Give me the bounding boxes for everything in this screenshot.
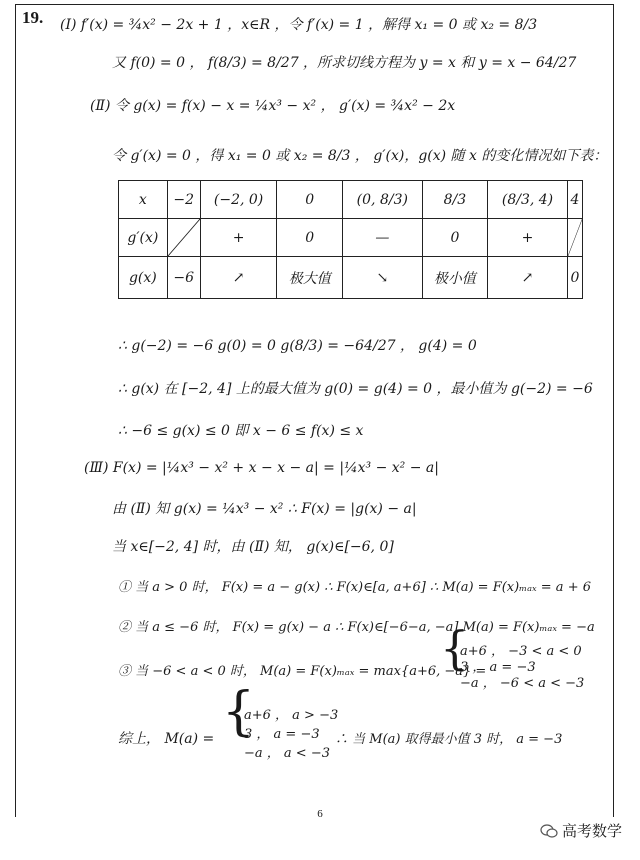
values-line: ∴ g(−2) = −6 g(0) = 0 g(8/3) = −64/27 ， g(4) = 0 (118, 338, 477, 354)
piece: a+6 ， −3 < a < 0 (460, 644, 582, 659)
case2-line: ② 当 a ≤ −6 时， F(x) = g(x) − a ∴ F(x)∈[−6−a, −a] M(a) = F(x)ₘₐₓ = −a (118, 620, 595, 635)
table-cell: 0 (567, 257, 582, 299)
part2-line1: (Ⅱ) 令 g(x) = f(x) − x = ¼x³ − x² ， g′(x) = ¾x² − 2x (90, 98, 456, 114)
part1-line1: (Ⅰ) f′(x) = ¾x² − 2x + 1 ，x∈R ，令 f′(x) = 1 ，解得 x₁ = 0 或 x₂ = 8/3 (60, 17, 538, 33)
brace-icon: { (440, 621, 470, 675)
table-cell: 0 (277, 181, 343, 219)
table-cell: 极小值 (422, 257, 488, 299)
table-cell: ↗ (488, 257, 568, 299)
table-cell: (−2, 0) (200, 181, 277, 219)
piece: a+6 ， a > −3 (244, 708, 339, 723)
page-number: 6 (317, 808, 323, 820)
table-cell: 0 (277, 219, 343, 257)
wechat-icon (540, 824, 558, 838)
part2-line2: 令 g′(x) = 0 ，得 x₁ = 0 或 x₂ = 8/3 ， g′(x)，g(x) 随 x 的变化情况如下表： (112, 148, 608, 164)
table-cell: g(x) (119, 257, 168, 299)
table-cell: — (342, 219, 422, 257)
table-cell: ↘ (342, 257, 422, 299)
watermark (540, 820, 622, 841)
part1-line2: 又 f(0) = 0 ， f(8/3) = 8/27 ，所求切线方程为 y = x 和 y = x − 64/27 (112, 55, 577, 71)
table-cell: + (200, 219, 277, 257)
table-cell: x (119, 181, 168, 219)
slash-line (168, 219, 200, 256)
part3-line2: 由 (Ⅱ) 知 g(x) = ¼x³ − x² ∴ F(x) = |g(x) − a| (112, 501, 417, 517)
piece: −a ， −6 < a < −3 (460, 676, 585, 691)
slash-cell (567, 219, 582, 257)
table-row-g (119, 257, 583, 299)
summary-label: 综上， M(a) = (118, 731, 215, 747)
table-cell: 4 (567, 181, 582, 219)
table-cell: ↗ (200, 257, 277, 299)
variation-table (118, 180, 583, 299)
piece: 3 ， a = −3 (460, 660, 536, 675)
table-cell: 8/3 (422, 181, 488, 219)
answer-sheet-frame (15, 4, 614, 817)
case3-line: ③ 当 −6 < a < 0 时， M(a) = F(x)ₘₐₓ = max{a+6, −a} = (118, 664, 487, 679)
question-number: 19. (22, 8, 44, 27)
piece: 3 ， a = −3 (244, 727, 320, 742)
table-row-gprime (119, 219, 583, 257)
case1-line: ① 当 a > 0 时， F(x) = a − g(x) ∴ F(x)∈[a, a+6] ∴ M(a) = F(x)ₘₐₓ = a + 6 (118, 580, 591, 595)
brace-icon: { (222, 682, 256, 742)
table-cell: −2 (167, 181, 200, 219)
table-cell: −6 (167, 257, 200, 299)
part3-line3: 当 x∈[−2, 4] 时，由 (Ⅱ) 知， g(x)∈[−6, 0] (112, 539, 394, 555)
table-cell: g′(x) (119, 219, 168, 257)
table-row-x (119, 181, 583, 219)
inequality-line: ∴ −6 ≤ g(x) ≤ 0 即 x − 6 ≤ f(x) ≤ x (118, 423, 364, 439)
table-cell: (8/3, 4) (488, 181, 568, 219)
table-cell: 极大值 (277, 257, 343, 299)
summary-conclusion: ∴ 当 M(a) 取得最小值 3 时， a = −3 (335, 732, 563, 747)
table-cell: (0, 8/3) (342, 181, 422, 219)
slash-line (568, 219, 582, 256)
piece: −a ， a < −3 (244, 746, 330, 761)
table-cell: 0 (422, 219, 488, 257)
part3-line1: (Ⅲ) F(x) = |¼x³ − x² + x − x − a| = |¼x³ − x² − a| (84, 460, 439, 476)
slash-cell (167, 219, 200, 257)
table-cell: + (488, 219, 568, 257)
extrema-line: ∴ g(x) 在 [−2, 4] 上的最大值为 g(0) = g(4) = 0 ，最小值为 g(−2) = −6 (118, 381, 593, 397)
watermark-text: 高考数学 (561, 823, 622, 840)
